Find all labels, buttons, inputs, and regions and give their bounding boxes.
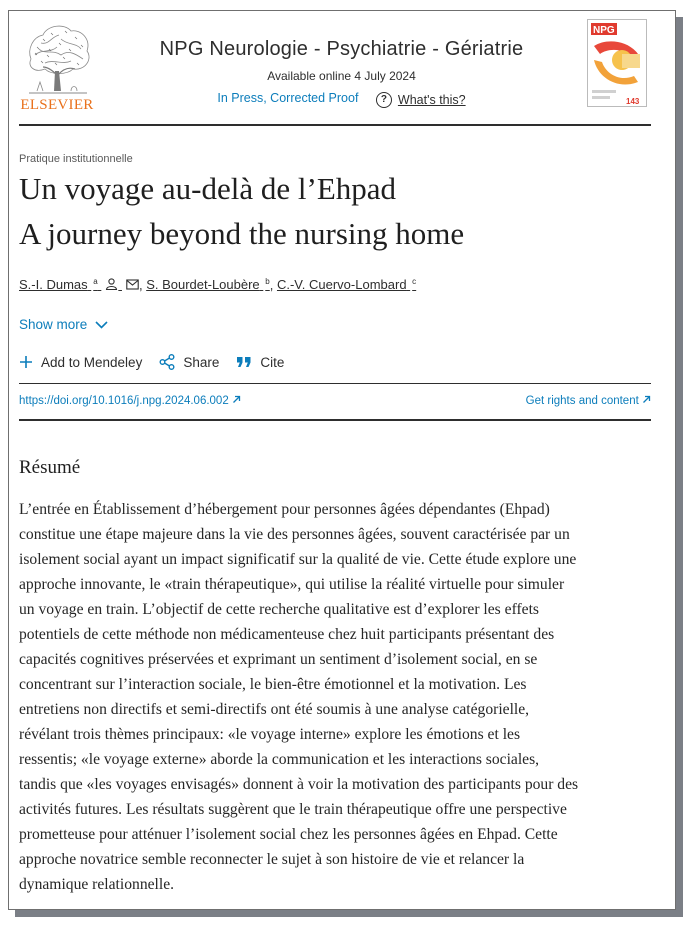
abstract-line: concentrant sur l’interaction sociale, le bien-être émotionnel et la motivation. Les bbox=[19, 676, 527, 693]
abstract-line: potentiels de cette méthode non médicamenteuse chez huit participants présentant des bbox=[19, 626, 555, 643]
elsevier-logo[interactable] bbox=[17, 19, 97, 114]
share-label: Share bbox=[183, 354, 220, 370]
plus-icon bbox=[19, 355, 33, 369]
cover-title: NPG bbox=[593, 25, 615, 36]
abstract-divider bbox=[19, 419, 651, 421]
add-to-mendeley-button[interactable] bbox=[19, 355, 142, 370]
actions-divider bbox=[19, 383, 651, 384]
cite-label: Cite bbox=[260, 354, 285, 370]
abstract-line: capacités cognitives préservées et exprimant un sentiment d’isolement social, en se bbox=[19, 651, 538, 668]
share-button[interactable] bbox=[159, 354, 219, 370]
envelope-icon bbox=[126, 279, 139, 290]
abstract-line: révélant trois thèmes principaux: «le voyage interne» explore les émotions et les bbox=[19, 726, 521, 743]
show-more-button[interactable] bbox=[19, 317, 108, 332]
elsevier-tree-logo bbox=[21, 19, 93, 95]
author-affiliation: b bbox=[265, 277, 270, 286]
abstract-heading: Résumé bbox=[19, 457, 81, 478]
get-rights-text: Get rights and content bbox=[525, 395, 639, 407]
author-name: S.-I. Dumas bbox=[19, 277, 88, 293]
journal-cover bbox=[588, 20, 646, 106]
author-link[interactable] bbox=[19, 277, 139, 292]
abstract-line: ressentis; «le voyage externe» aborde la communication et les interactions sociales, bbox=[19, 751, 540, 768]
abstract-line: un voyage en train. L’objectif de cette recherche qualitative est d’explorer les effets bbox=[19, 601, 539, 618]
doi-link[interactable] bbox=[19, 395, 241, 407]
person-icon bbox=[105, 278, 118, 290]
author-name: S. Bourdet-Loubère bbox=[146, 277, 260, 293]
cover-number: 143 bbox=[626, 97, 640, 106]
help-circle-icon: ? bbox=[376, 92, 392, 108]
arrow-out-icon bbox=[642, 395, 651, 404]
add-to-mendeley-label: Add to Mendeley bbox=[41, 354, 143, 370]
available-online-date: Available online 4 July 2024 bbox=[267, 69, 416, 83]
abstract-line: tandis que «les voyages envisagés» donnent à voir la motivation des participants pour des bbox=[19, 776, 579, 793]
chevron-down-icon bbox=[95, 321, 108, 329]
abstract-line: entretiens non directifs et semi-directifs ont été soumis à une analyse catégorielle, bbox=[19, 701, 530, 718]
whats-this-link[interactable] bbox=[376, 92, 466, 108]
article-title-french: Un voyage au-delà de l’Ehpad bbox=[19, 171, 397, 206]
author-affiliation: a bbox=[93, 277, 98, 286]
publisher-wordmark: ELSEVIER bbox=[20, 97, 94, 113]
article-section: Pratique institutionnelle bbox=[19, 153, 133, 165]
doi-text: https://doi.org/10.1016/j.npg.2024.06.002 bbox=[19, 395, 229, 407]
whats-this-label: What's this? bbox=[397, 92, 466, 107]
article-page bbox=[8, 10, 676, 910]
show-more-label: Show more bbox=[19, 317, 88, 332]
abstract-line: activités futures. Les résultats suggèrent que le train thérapeutique offre une perspective bbox=[19, 801, 567, 818]
abstract-line: prometteuse pour atténuer l’isolement social chez les personnes âgées en Ehpad. Cette bbox=[19, 826, 558, 843]
abstract-line: L’entrée en Établissement d’hébergement pour personnes âgées dépendantes (Ehpad) bbox=[19, 501, 550, 518]
abstract-line: isolement social ayant un impact significatif sur la qualité de vie. Cette étude explore une bbox=[19, 551, 577, 568]
in-press-status-link[interactable]: In Press, Corrected Proof bbox=[217, 91, 359, 105]
share-icon bbox=[159, 354, 175, 370]
article-actions bbox=[19, 354, 301, 370]
journal-title-link[interactable]: NPG Neurologie - Psychiatrie - Gériatrie bbox=[159, 38, 524, 60]
author-affiliation: c bbox=[412, 277, 417, 286]
get-rights-link[interactable] bbox=[526, 395, 651, 407]
author-link[interactable] bbox=[277, 277, 416, 292]
abstract-line: approche innovante, le «train thérapeutique», qui utilise la réalité virtuelle pour simuler bbox=[19, 576, 565, 593]
abstract-text bbox=[19, 497, 655, 897]
cite-button[interactable] bbox=[236, 355, 284, 370]
arrow-out-icon bbox=[232, 395, 241, 404]
abstract-line: dynamique relationnelle. bbox=[19, 876, 175, 893]
header-divider bbox=[19, 124, 651, 126]
journal-header bbox=[9, 11, 675, 124]
author-list: S.-I. Dumas $^a$ , S. Bourdet-Loubère $^b$, C.-V. Cuervo-Lombard $^c$ bbox=[19, 277, 417, 293]
abstract-line: approche novatrice semble reconnecter le sujet à son histoire de vie et relancer la bbox=[19, 851, 525, 868]
article-title-english: A journey beyond the nursing home bbox=[19, 216, 465, 251]
abstract-line: constitue une étape majeure dans la vie des personnes âgées, souvent caractérisée par un bbox=[19, 526, 570, 543]
article-status-row bbox=[109, 91, 574, 108]
journal-cover-image[interactable] bbox=[587, 19, 647, 107]
author-name: C.-V. Cuervo-Lombard bbox=[276, 277, 407, 293]
author-link[interactable] bbox=[146, 277, 270, 292]
quote-icon bbox=[236, 356, 252, 368]
